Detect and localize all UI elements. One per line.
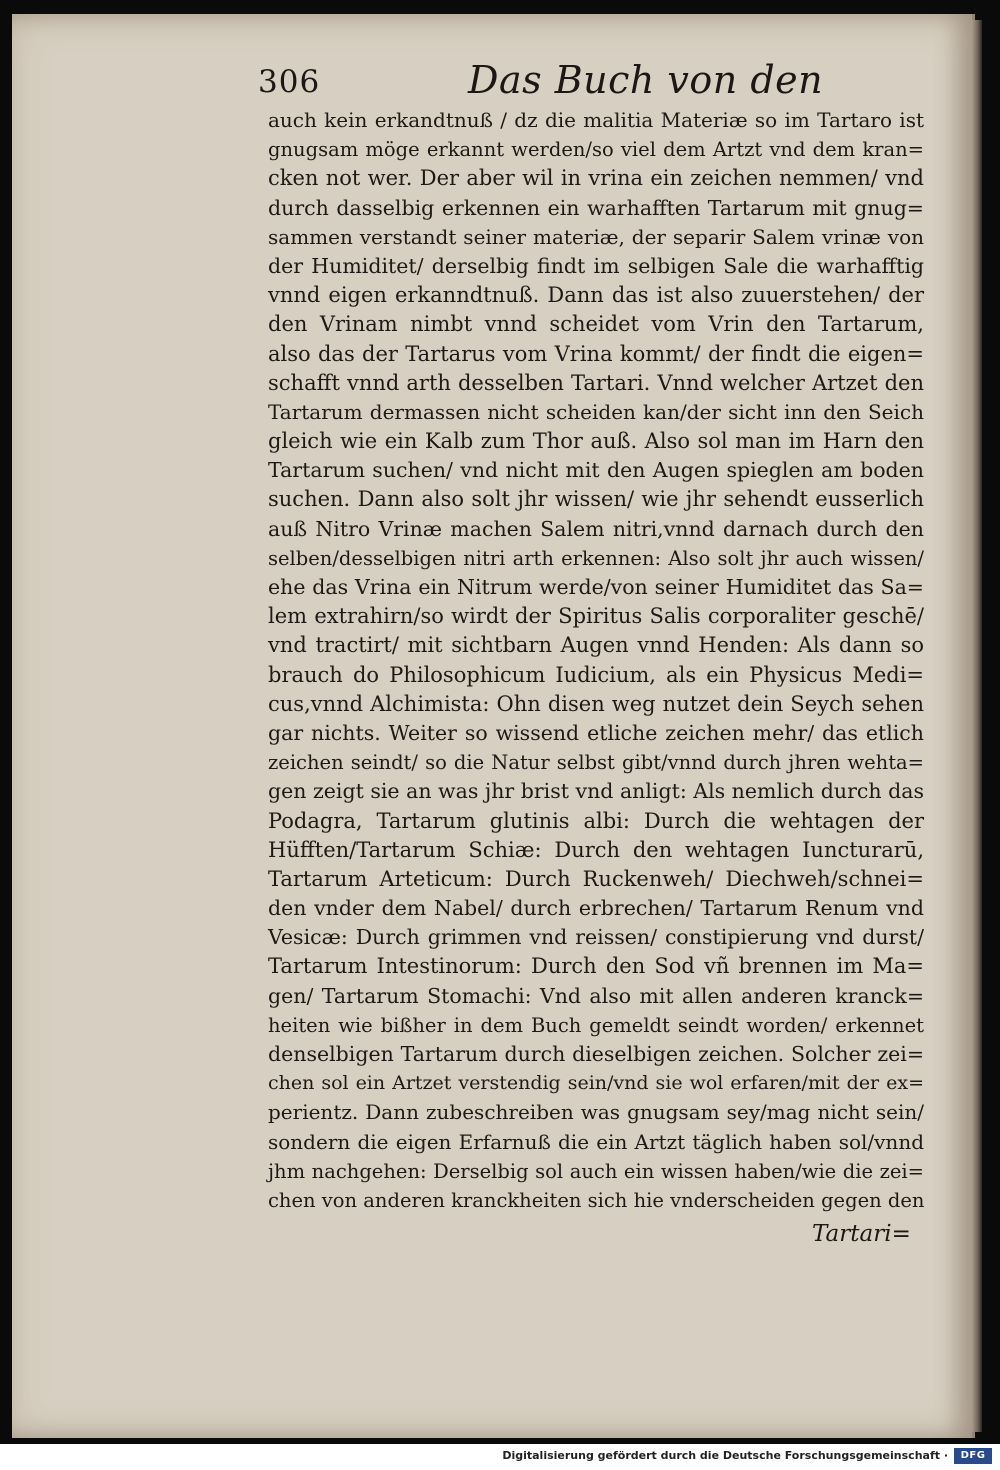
text-line: der Humiditet/ derselbig findt im selbigen Sale die warhafftig	[268, 253, 924, 278]
text-line: Tartarum Intestinorum: Durch den Sod vñ brennen im Ma=	[268, 954, 924, 979]
text-line: gnugsam möge erkannt werden/so viel dem Artzt vnd dem kran=	[268, 138, 924, 162]
text-line: jhm nachgehen: Derselbig sol auch ein wissen haben/wie die zei=	[268, 1159, 924, 1183]
text-line: cus,vnnd Alchimista: Ohn disen weg nutzet dein Seych sehen	[268, 691, 924, 716]
text-line: denselbigen Tartarum durch dieselbigen zeichen. Solcher zei=	[268, 1042, 924, 1066]
text-line: heiten wie bißher in dem Buch gemeldt seindt worden/ erkennet	[268, 1013, 924, 1037]
footer-bar	[0, 1444, 1000, 1470]
text-line: auch kein erkandtnuß / dz die malitia Materiæ so im Tartaro ist	[268, 108, 924, 132]
text-line: also das der Tartarus vom Vrina kommt/ der findt die eigen=	[268, 341, 924, 366]
text-line: lem extrahirn/so wirdt der Spiritus Salis corporaliter geschē/	[268, 604, 924, 629]
text-line: Hüfften/Tartarum Schiæ: Durch den wehtagen Iuncturarū,	[268, 837, 924, 862]
text-line: auß Nitro Vrinæ machen Salem nitri,vnnd darnach durch den	[268, 516, 924, 541]
catchword: Tartari=	[812, 1221, 911, 1247]
text-line: sammen verstandt seiner materiæ, der separir Salem vrinæ von	[268, 224, 924, 249]
text-line: Tartarum Arteticum: Durch Ruckenweh/ Diechweh/schnei=	[268, 866, 924, 891]
text-line: gen/ Tartarum Stomachi: Vnd also mit allen anderen kranck=	[268, 983, 924, 1008]
running-head	[258, 58, 824, 102]
text-line: sondern die eigen Erfarnuß die ein Artzt täglich haben sol/vnnd	[268, 1129, 924, 1154]
text-line: gleich wie ein Kalb zum Thor auß. Also sol man im Harn den	[268, 429, 924, 454]
page-number: 306	[258, 64, 321, 100]
text-line: brauch do Philosophicum Iudicium, als ein Physicus Medi=	[268, 662, 924, 687]
text-line: schafft vnnd arth desselben Tartari. Vnnd welcher Artzet den	[268, 370, 924, 395]
text-line: gen zeigt sie an was jhr brist vnd anligt: Als nemlich durch das	[268, 779, 924, 804]
text-line: suchen. Dann also solt jhr wissen/ wie jhr sehendt eusserlich	[268, 487, 924, 512]
text-line: durch dasselbig erkennen ein warhafften Tartarum mit gnug=	[268, 195, 924, 220]
page-edge-shadow	[972, 20, 982, 1432]
text-line: gar nichts. Weiter so wissend etliche zeichen mehr/ das etlich	[268, 720, 924, 745]
dfg-logo: DFG	[954, 1448, 992, 1464]
text-line: chen sol ein Artzet verstendig sein/vnd sie wol erfaren/mit der ex=	[268, 1072, 924, 1095]
text-line: chen von anderen kranckheiten sich hie vnderscheiden gegen den	[268, 1188, 925, 1212]
text-line: zeichen seindt/ so die Natur selbst gibt/vnnd durch jhren wehta=	[268, 751, 924, 775]
text-line: ehe das Vrina ein Nitrum werde/von seiner Humiditet das Sa=	[268, 575, 924, 599]
text-line: Tartarum dermassen nicht scheiden kan/der sicht inn den Seich	[268, 399, 924, 424]
text-line: Podagra, Tartarum glutinis albi: Durch die wehtagen der	[268, 808, 924, 833]
text-line: perientz. Dann zubeschreiben was gnugsam sey/mag nicht sein/	[268, 1100, 924, 1125]
text-line: cken not wer. Der aber wil in vrina ein zeichen nemmen/ vnd	[268, 166, 924, 191]
text-line: den Vrinam nimbt vnnd scheidet vom Vrin den Tartarum,	[268, 312, 924, 337]
text-line: vnd tractirt/ mit sichtbarn Augen vnnd Henden: Als dann so	[268, 633, 924, 658]
text-line: vnnd eigen erkanndtnuß. Dann das ist also zuuerstehen/ der	[268, 283, 924, 308]
text-line: selben/desselbigen nitri arth erkennen: Also solt jhr auch wissen/	[268, 546, 924, 570]
funding-credit: Digitalisierung gefördert durch die Deutsche Forschungsgemeinschaft ·	[502, 1449, 948, 1462]
body-text	[268, 106, 924, 1215]
text-line: den vnder dem Nabel/ durch erbrechen/ Tartarum Renum vnd	[268, 896, 924, 921]
text-line: Vesicæ: Durch grimmen vnd reissen/ constipierung vnd durst/	[268, 925, 924, 950]
running-head-title: Das Buch von den	[468, 58, 824, 102]
text-line: Tartarum suchen/ vnd nicht mit den Augen spieglen am boden	[268, 458, 924, 483]
